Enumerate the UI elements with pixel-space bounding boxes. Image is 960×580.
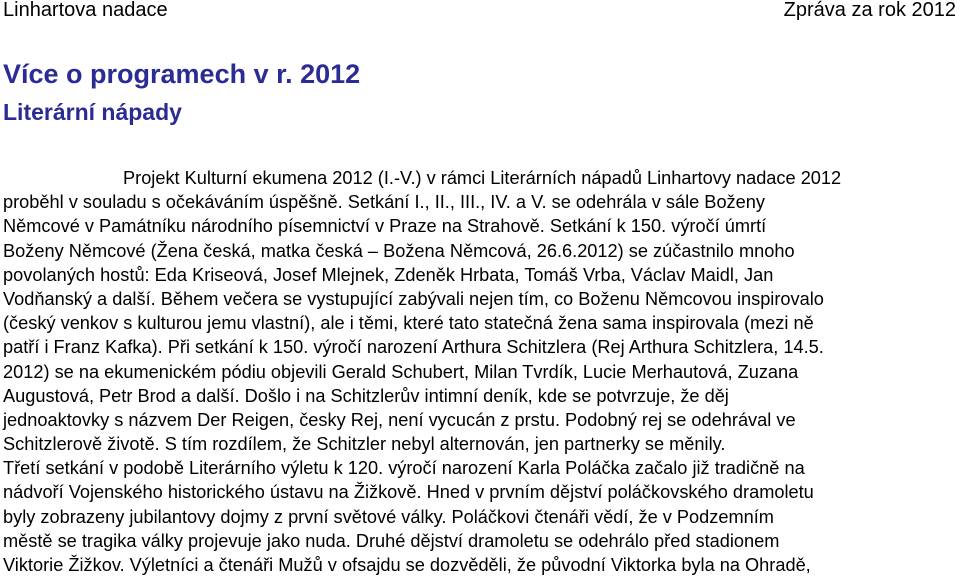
body-paragraph (3, 166, 958, 577)
paragraph-line: nádvoří Vojenského historického ústavu na Žižkově. Hned v prvním dějství poláčkovského dramoletu (3, 482, 814, 503)
paragraph-line: Němcové v Památníku národního písemnictví v Praze na Strahově. Setkání k 150. výročí úmrtí (3, 216, 767, 237)
paragraph-line: proběhl v souladu s očekáváním úspěšně. Setkání I., II., III., IV. a V. se odehrála v sále Boženy (3, 192, 765, 213)
paragraph-line: patří i Franz Kafka). Při setkání k 150. výročí narození Arthura Schitzlera (Rej Arthura Schitzlera, 14.5. (3, 337, 824, 358)
paragraph-line: Augustová, Petr Brod a další. Došlo i na Schitzlerův intimní deník, kde se potvrzuje, že děj (3, 385, 729, 406)
page-header (0, 0, 960, 26)
paragraph-line: Vodňanský a další. Během večera se vystupující zabývali nejen tím, co Boženu Němcovou inspirovalo (3, 288, 824, 309)
paragraph-line: městě se tragika války projevuje jako nuda. Druhé dějství dramoletu se odehrálo před stadionem (3, 530, 780, 551)
page-title: Více o programech v r. 2012 (3, 59, 361, 89)
paragraph-line: Viktorie Žižkov. Výletníci a čtenáři Mužů v ofsajdu se dozvěděli, že původní Viktorka byla na Ohradě, (3, 555, 811, 575)
paragraph-line: Boženy Němcové (Žena česká, matka česká – Božena Němcová, 26.6.2012) se zúčastnilo mnoho (3, 240, 795, 261)
paragraph-line: (český venkov s kulturou jemu vlastní), ale i těmi, které tato statečná žena sama inspirovala (mezi ně (3, 313, 814, 334)
section-subtitle: Literární nápady (3, 99, 182, 125)
paragraph-line: jednoaktovky s názvem Der Reigen, česky Rej, není vycucán z prstu. Podobný rej se odehrával ve (3, 409, 796, 430)
paragraph-line: Třetí setkání v podobě Literárního výletu k 120. výročí narození Karla Poláčka začalo již tradičně na (3, 458, 805, 479)
paragraph-line: 2012) se na ekumenickém pódiu objevili Gerald Schubert, Milan Tvrdík, Lucie Merhautová, Zuzana (3, 361, 799, 382)
header-organization: Linhartova nadace (3, 0, 168, 21)
header-report-title: Zpráva za rok 2012 (783, 0, 956, 21)
paragraph-line: Projekt Kulturní ekumena 2012 (I.-V.) v rámci Literárních nápadů Linhartovy nadace 2012 (123, 168, 842, 188)
paragraph-line: povolaných hostů: Eda Kriseová, Josef Mlejnek, Zdeněk Hrbata, Tomáš Vrba, Václav Maidl, Jan (3, 264, 774, 285)
paragraph-line: Schitzlerově životě. S tím rozdílem, že Schitzler nebyl alternován, jen partnerky se měnily. (3, 434, 726, 455)
paragraph-line: byly zobrazeny jubilantovy dojmy z první světové války. Poláčkovi čtenáři vědí, že v Podzemním (3, 506, 774, 527)
